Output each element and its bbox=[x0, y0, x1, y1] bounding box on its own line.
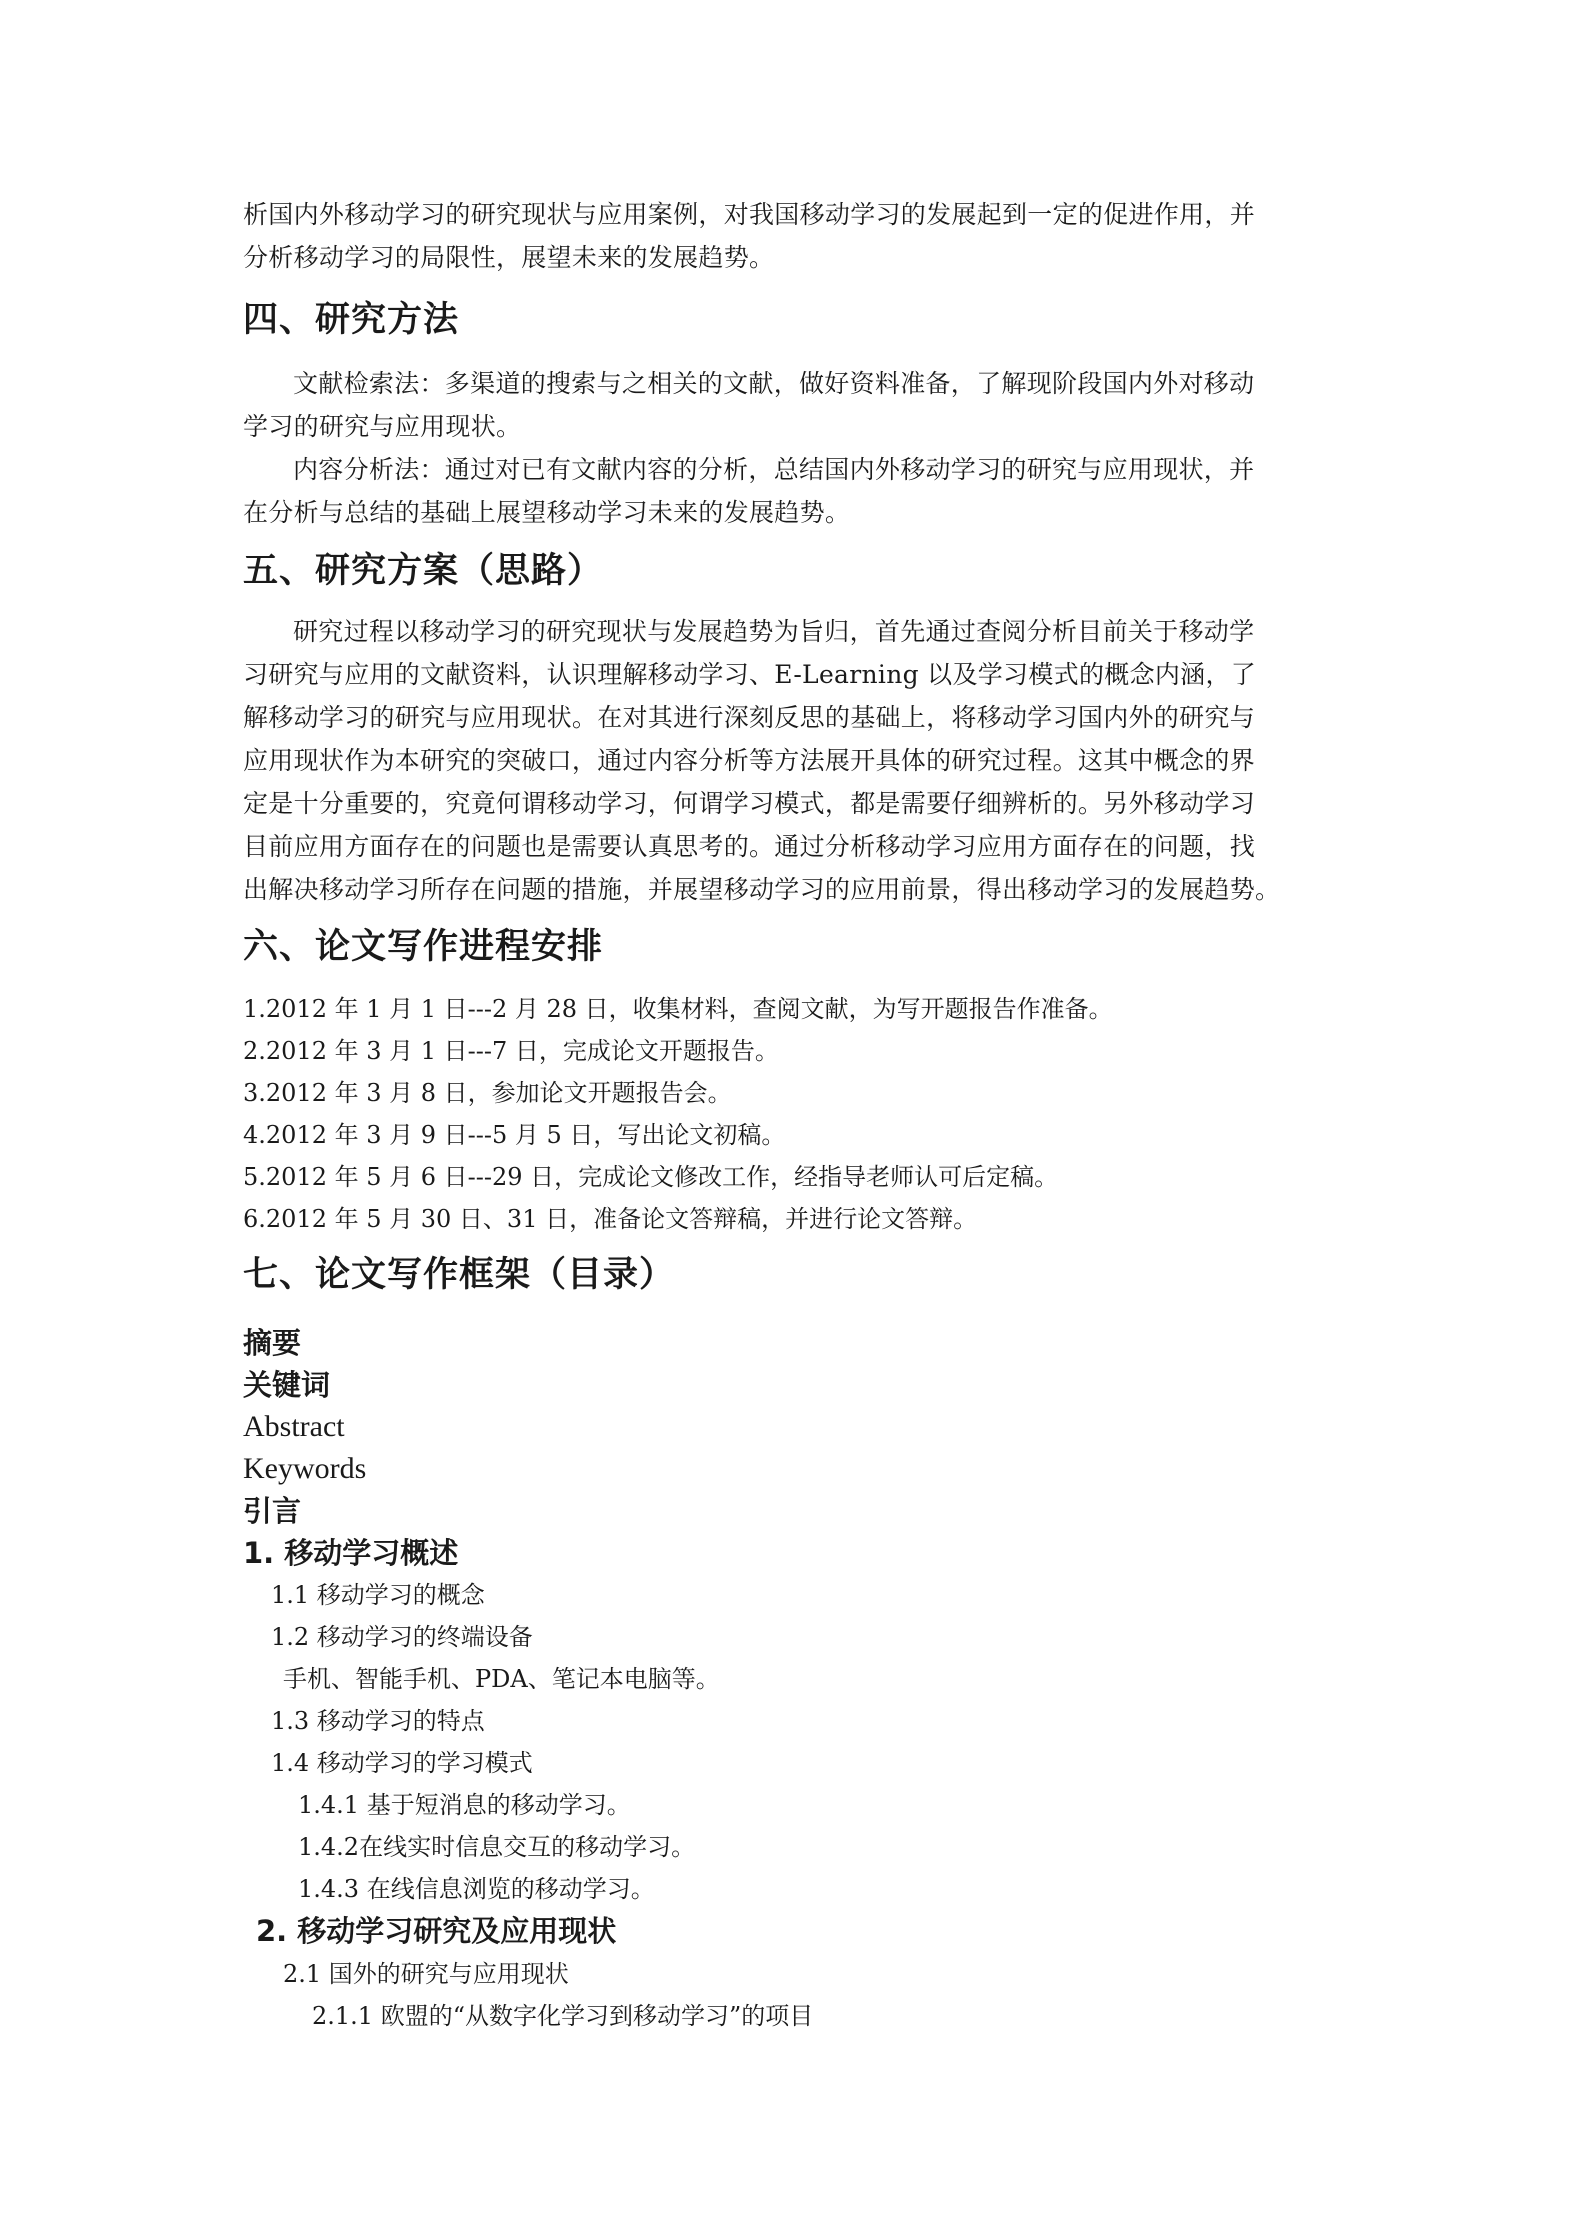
s4-p1-line-1: 文献检索法：多渠道的搜索与之相关的文献，做好资料准备，了解现阶段国内外对移动 bbox=[293, 369, 1255, 398]
section-4-paragraph-1 bbox=[243, 362, 1353, 448]
s5-line-2: 习研究与应用的文献资料，认识理解移动学习、E-Learning 以及学习模式的概念内涵，了 bbox=[243, 660, 1257, 689]
toc-1-4: 1.4 移动学习的学习模式 bbox=[271, 1749, 533, 1777]
intro-line-2: 分析移动学习的局限性，展望未来的发展趋势。 bbox=[243, 243, 775, 272]
toc-1-2: 1.2 移动学习的终端设备 bbox=[271, 1623, 533, 1651]
toc-2-1-1: 2.1.1 欧盟的“从数字化学习到移动学习”的项目 bbox=[312, 2002, 814, 2030]
s4-p2-line-1: 内容分析法：通过对已有文献内容的分析，总结国内外移动学习的研究与应用现状，并 bbox=[293, 455, 1255, 484]
toc-1-4-3: 1.4.3 在线信息浏览的移动学习。 bbox=[298, 1875, 655, 1903]
s5-line-5: 定是十分重要的，究竟何谓移动学习，何谓学习模式，都是需要仔细辨析的。另外移动学习 bbox=[243, 789, 1256, 818]
s5-line-6: 目前应用方面存在的问题也是需要认真思考的。通过分析移动学习应用方面存在的问题，找 bbox=[243, 832, 1256, 861]
intro-line-1: 析国内外移动学习的研究现状与应用案例，对我国移动学习的发展起到一定的促进作用，并 bbox=[243, 200, 1256, 229]
schedule-item: 4.2012 年 3 月 9 日---5 月 5 日，写出论文初稿。 bbox=[243, 1121, 786, 1149]
schedule-item: 3.2012 年 3 月 8 日，参加论文开题报告会。 bbox=[243, 1079, 732, 1107]
toc-chapter-1: 1. 移动学习概述 bbox=[243, 1536, 459, 1570]
schedule-list bbox=[243, 988, 1113, 1240]
section-4-paragraph-2 bbox=[243, 448, 1353, 534]
s4-p1-line-2: 学习的研究与应用现状。 bbox=[243, 412, 522, 441]
s5-line-1: 研究过程以移动学习的研究现状与发展趋势为旨归，首先通过查阅分析目前关于移动学 bbox=[293, 617, 1255, 646]
schedule-item: 2.2012 年 3 月 1 日---7 日，完成论文开题报告。 bbox=[243, 1037, 779, 1065]
section-4-heading: 四、研究方法 bbox=[243, 300, 460, 340]
schedule-item: 5.2012 年 5 月 6 日---29 日，完成论文修改工作，经指导老师认可后定稿。 bbox=[243, 1163, 1059, 1191]
toc-front-matter bbox=[243, 1322, 366, 1532]
s5-line-3: 解移动学习的研究与应用现状。在对其进行深刻反思的基础上，将移动学习国内外的研究与 bbox=[243, 703, 1256, 732]
toc-chapter-2: 2. 移动学习研究及应用现状 bbox=[256, 1914, 617, 1948]
toc-1-3: 1.3 移动学习的特点 bbox=[271, 1707, 485, 1735]
toc-1-4-1: 1.4.1 基于短消息的移动学习。 bbox=[298, 1791, 631, 1819]
s5-line-7: 出解决移动学习所存在问题的措施，并展望移动学习的应用前景，得出移动学习的发展趋势。 bbox=[243, 875, 1281, 904]
intro-paragraph bbox=[243, 193, 1353, 279]
s5-line-4: 应用现状作为本研究的突破口，通过内容分析等方法展开具体的研究过程。这其中概念的界 bbox=[243, 746, 1256, 775]
toc-abstract-cn: 摘要 bbox=[243, 1326, 302, 1360]
toc-2-1: 2.1 国外的研究与应用现状 bbox=[283, 1960, 569, 1988]
toc-1-4-2: 1.4.2在线实时信息交互的移动学习。 bbox=[298, 1833, 696, 1861]
toc-1-1: 1.1 移动学习的概念 bbox=[271, 1581, 485, 1609]
section-6-heading: 六、论文写作进程安排 bbox=[243, 927, 604, 967]
toc-1-2-note: 手机、智能手机、PDA、笔记本电脑等。 bbox=[283, 1665, 720, 1693]
schedule-item: 1.2012 年 1 月 1 日---2 月 28 日，收集材料，查阅文献，为写开题报告作准备。 bbox=[243, 995, 1113, 1023]
toc-abstract-en: Abstract bbox=[243, 1410, 345, 1443]
schedule-item: 6.2012 年 5 月 30 日、31 日，准备论文答辩稿，并进行论文答辩。 bbox=[243, 1205, 978, 1233]
toc-introduction: 引言 bbox=[243, 1494, 302, 1528]
toc-keywords-cn: 关键词 bbox=[243, 1368, 331, 1402]
section-5-paragraph bbox=[243, 610, 1353, 911]
section-5-heading: 五、研究方案（思路） bbox=[243, 551, 604, 591]
section-7-heading: 七、论文写作框架（目录） bbox=[243, 1255, 676, 1295]
s4-p2-line-2: 在分析与总结的基础上展望移动学习未来的发展趋势。 bbox=[243, 498, 851, 527]
toc-keywords-en: Keywords bbox=[243, 1452, 367, 1485]
